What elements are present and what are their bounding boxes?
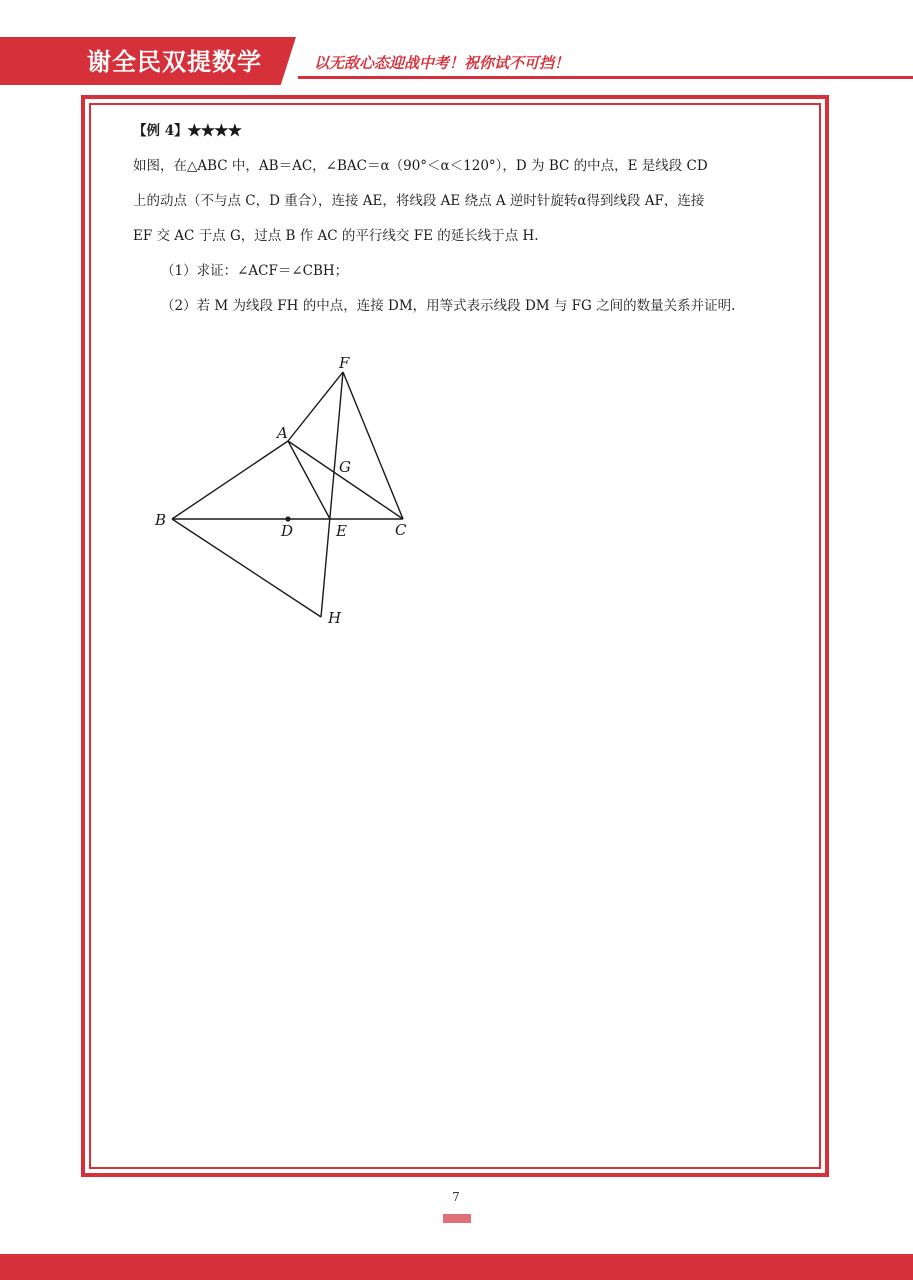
- label-E: E: [336, 522, 347, 540]
- question-1: （1）求证：∠ACF＝∠CBH；: [161, 263, 349, 279]
- label-A: A: [277, 424, 288, 442]
- label-G: G: [339, 458, 351, 476]
- label-C: C: [395, 521, 407, 539]
- header-accent-block: [0, 37, 80, 85]
- header-slogan: 以无敌心态迎战中考！祝你试不可挡！: [314, 54, 570, 72]
- footer-bar: [0, 1254, 913, 1280]
- label-F: F: [339, 354, 350, 372]
- segment-BA: [172, 441, 288, 519]
- point-D-dot: [285, 516, 290, 521]
- page-marker: [443, 1214, 471, 1223]
- segment-AC: [288, 441, 403, 519]
- example-label: 【例 4】★★★★: [133, 123, 242, 139]
- label-D: D: [281, 522, 294, 540]
- segment-AE: [288, 441, 330, 519]
- page-number: 7: [452, 1190, 460, 1204]
- segment-BH: [172, 519, 321, 617]
- problem-text: [133, 114, 783, 324]
- problem-line-3: EF 交 AC 于点 G，过点 B 作 AC 的平行线交 FE 的延长线于点 H.: [133, 228, 539, 244]
- header-title: 谢全民双提数学: [87, 48, 262, 76]
- geometry-diagram: [140, 345, 430, 635]
- geometry-figure: [140, 345, 430, 635]
- question-2: （2）若 M 为线段 FH 的中点，连接 DM，用等式表示线段 DM 与 FG 之间的数量关系并证明.: [161, 298, 736, 314]
- segment-AF: [288, 372, 343, 441]
- problem-line-2: 上的动点（不与点 C，D 重合），连接 AE，将线段 AE 绕点 A 逆时针旋转α得到线段 AF，连接: [133, 193, 705, 209]
- label-H: H: [328, 609, 342, 627]
- problem-line-1: 如图，在△ABC 中，AB＝AC，∠BAC＝α（90°＜α＜120°），D 为 BC 的中点，E 是线段 CD: [133, 158, 708, 174]
- segment-FC: [343, 372, 403, 519]
- segment-FH: [321, 372, 343, 617]
- label-B: B: [155, 511, 167, 529]
- header-rule: [298, 76, 913, 79]
